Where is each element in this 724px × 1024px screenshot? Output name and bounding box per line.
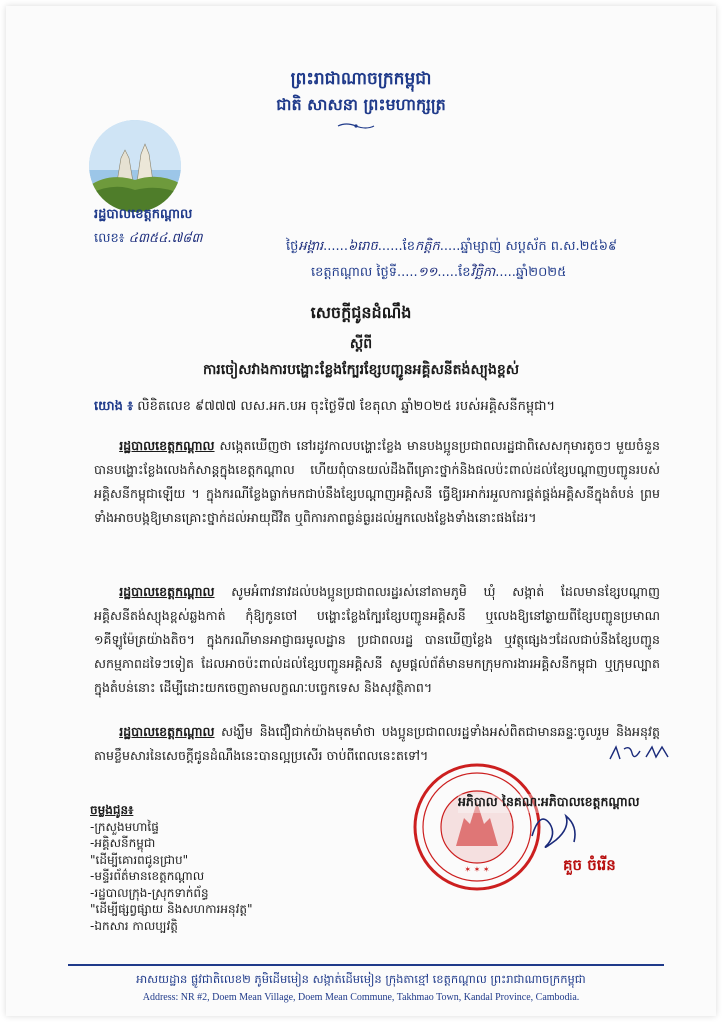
handwritten-initials: [606, 741, 676, 765]
solar-date-line: ខេត្តកណ្ដាល ថ្ងៃទី.....១១.....ខែវិច្ឆិកា.....ឆ្នាំ២០២៥: [311, 265, 567, 280]
subject-title: ការចៀសវាងការបង្ហោះខ្លែងក្បែរខ្សែបញ្ជូនអគ្គិសនីតង់ស្យុងខ្ពស់: [202, 362, 520, 378]
official-red-seal: [412, 762, 542, 892]
lunar-month-handwritten: កត្តិក: [414, 239, 440, 254]
lunar-date-line: ថ្ងៃអង្គារ......៦រោច......ខែកត្តិក.....ឆ្នាំម្សាញ់ សប្តស័ក ព.ស.២៥៦៩: [286, 239, 618, 254]
paragraph-1-lead: រដ្ឋបាលខេត្តកណ្ដាល: [119, 438, 215, 453]
day-label: ថ្ងៃ: [286, 239, 299, 254]
solar-year-text: ឆ្នាំ២០២៥: [515, 265, 567, 280]
footer-khmer-address: អាសយដ្ឋាន ផ្លូវជាតិលេខ២ ភូមិដើមមៀន សង្កាត់ដើមមៀន ក្រុងតាខ្មៅ ខេត្តកណ្ដាល ព្រះរាជាណាចក្រកម្ពុជា: [136, 972, 586, 986]
solar-month-label: ខែ: [458, 265, 471, 280]
lunar-year-text: ឆ្នាំម្សាញ់ សប្តស័ក ព.ស.២៥៦៩: [460, 239, 618, 254]
signatory-title: អភិបាល នៃគណៈអភិបាលខេត្តកណ្ដាល: [458, 794, 640, 813]
day-handwritten: អង្គារ: [298, 239, 324, 254]
paragraph-3: [94, 720, 660, 768]
signature-scribble: [526, 806, 586, 854]
recipient-item: -ឯកសារ កាលប្បវត្តិ: [90, 918, 178, 933]
provincial-emblem-logo: [89, 120, 181, 212]
paragraph-3-lead: រដ្ឋបាលខេត្តកណ្ដាល: [119, 724, 215, 739]
recipient-item: -រដ្ឋបាលក្រុង-ស្រុកទាក់ព័ន្ធ: [90, 885, 209, 900]
paragraph-3-text: សង្ឃឹម និងជឿជាក់យ៉ាងមុតមាំថា បងប្អូនប្រជាពលរដ្ឋទាំងអស់ពិតជាមានឆន្ទៈចូលរួម និងអនុវត្តតាមខ្លឹមសារនៃសេចក្តីជូនដំណឹងនេះបានល្អប្រសើរ ចាប់ពីពេលនេះតទៅ។: [94, 724, 660, 763]
ornament-divider: [336, 122, 376, 130]
paragraph-1-text: សង្កេតឃើញថា នៅរដូវកាលបង្ហោះខ្លែង មានបងប្អូនប្រជាពលរដ្ឋជាពិសេសកុមារតូចៗ មួយចំនួនបានបង្ហោះខ្លែងលេងកំសាន្តក្នុងខេត្តកណ្ដាល ហើយពុំបានយល់ដឹងពីគ្រោះថ្នាក់និងផលប៉ះពាល់ដល់ខ្សែបណ្តាញបញ្ជូនរបស់អគ្គិសនីកម្ពុជាឡើយ ។ ក្នុងករណីខ្លែងធ្លាក់មកជាប់នឹងខ្សែបណ្តាញអគ្គិសនី ធ្វើឱ្យរអាក់រអួលការផ្គត់ផ្គង់អគ្គិសនីក្នុងតំបន់ ព្រមទាំងអាចបង្កឱ្យមានគ្រោះថ្នាក់ដល់អាយុជីវិត ឬពិការភាពធ្ងន់ធ្ងរដល់អ្នកលេងខ្លែងទាំងនោះផងដែរ។: [94, 438, 660, 525]
reference-text: លិខិតលេខ ៩៧៧៧ លស.អក.បអ ចុះថ្ងៃទី៧ ខែតុលា ឆ្នាំ២០២៥ របស់អគ្គិសនីកម្ពុជា។: [137, 399, 556, 414]
paragraph-1: [94, 434, 660, 530]
kingdom-heading: ព្រះរាជាណាចក្រកម្ពុជា: [290, 69, 432, 89]
recipients-heading: ចម្លងជូន៖: [90, 803, 134, 817]
recipient-item: -ក្រសួងមហាផ្ទៃ: [90, 819, 159, 834]
motto-heading: ជាតិ សាសនា ព្រះមហាក្សត្រ: [276, 95, 446, 114]
ref-number-handwritten: ៤៣៥៤.៧៨៣: [128, 231, 203, 246]
footer-divider: [68, 964, 664, 966]
document-type-title: សេចក្តីជូនដំណឹង: [310, 303, 412, 322]
lunar-day-handwritten: ៦រោច: [347, 239, 378, 254]
about-label: ស្តីពី: [349, 336, 373, 352]
svg-text:✶ ✶ ✶: ✶ ✶ ✶: [464, 865, 490, 874]
recipient-item: -អគ្គិសនីកម្ពុជា: [90, 836, 156, 850]
signatory-name: គួច ចំរើន: [563, 856, 616, 874]
recipient-item: -មន្ទីរព័ត៌មានខេត្តកណ្ដាល: [90, 869, 205, 883]
reference-number: [94, 230, 202, 249]
letter-page: [6, 6, 716, 1016]
recipient-item: "ដើម្បីផ្សព្វផ្សាយ និងសហការអនុវត្ត": [90, 902, 253, 916]
paragraph-2: [94, 580, 660, 700]
issuing-authority: រដ្ឋបាលខេត្តកណ្ដាល: [94, 207, 193, 222]
recipients-list: [90, 802, 253, 934]
solar-month-handwritten: វិច្ឆិកា: [470, 265, 496, 280]
solar-day-handwritten: ១១: [417, 265, 438, 280]
paragraph-2-text: សូមអំពាវនាវដល់បងប្អូនប្រជាពលរដ្ឋរស់នៅតាមភូមិ ឃុំ សង្កាត់ ដែលមានខ្សែបណ្តាញអគ្គិសនីតង់ស្យុងខ្ពស់ឆ្លងកាត់ កុំឱ្យកូនចៅ បង្ហោះខ្លែងក្បែរខ្សែបញ្ជូនអគ្គិសនី ឬលេងឱ្យនៅឆ្ងាយពីខ្សែបញ្ជូនប្រមាណ ១គីឡូម៉ែត្រយ៉ាងតិច។ ក្នុងករណីមានអាជ្ញាធរមូលដ្ឋាន ប្រជាពលរដ្ឋ បានឃើញខ្លែង ឬវត្ថុផ្សេងៗដែលជាប់នឹងខ្សែបញ្ជូន សកម្មភាពដទៃៗទៀត ដែលអាចប៉ះពាល់ដល់ខ្សែបញ្ជូនអគ្គិសនី សូមផ្តល់ព័ត៌មានមកក្រុមការងារអគ្គិសនីកម្ពុជា ឬក្រុមល្បាតក្នុងតំបន់នោះ ដើម្បីដោះយកចេញតាមលក្ខណៈបច្ចេកទេស និងសុវត្ថិភាព។: [94, 584, 660, 695]
footer-english-address: Address: NR #2, Doem Mean Village, Doem Mean Commune, Takhmao Town, Kandal Province, Cambodia.: [142, 992, 580, 1003]
month-label: ខែ: [402, 239, 415, 254]
ref-label: លេខ៖: [94, 231, 125, 246]
place-day-label: ខេត្តកណ្ដាល ថ្ងៃទី: [311, 265, 398, 280]
reference-label: យោង ៖: [94, 399, 134, 414]
reference-line: [94, 398, 654, 417]
recipient-item: "ដើម្បីគោរពជូនជ្រាប": [90, 852, 189, 867]
paragraph-2-lead: រដ្ឋបាលខេត្តកណ្ដាល: [119, 584, 215, 599]
